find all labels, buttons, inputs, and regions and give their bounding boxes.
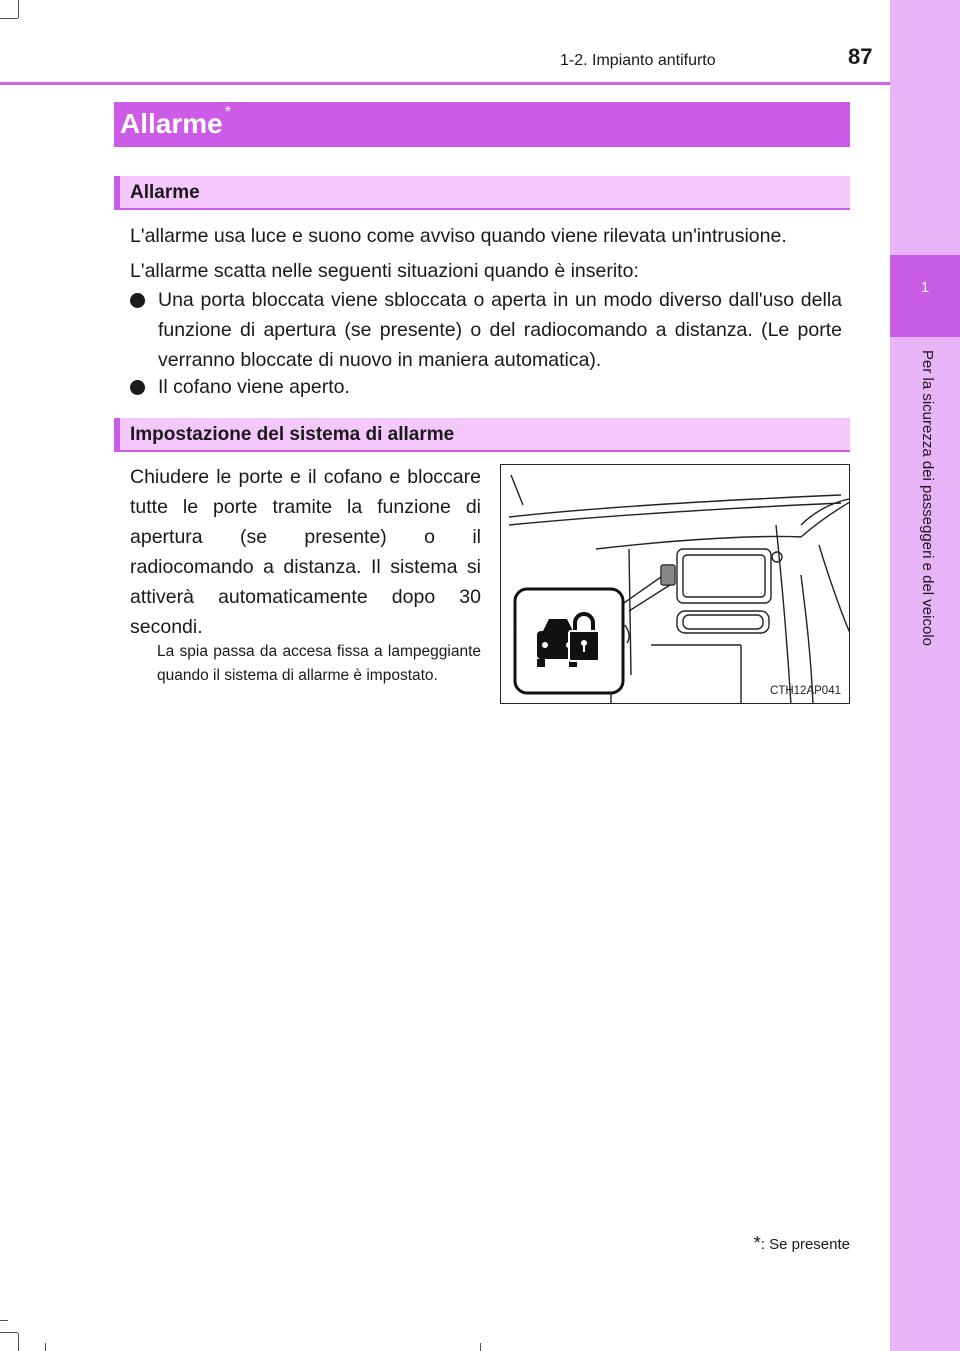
setup-note: La spia passa da accesa fissa a lampeggiante quando il sistema di allarme è impostato. (157, 643, 481, 684)
section-heading-impostazione: Impostazione del sistema di allarme (114, 418, 850, 452)
chapter-number: 1 (920, 279, 930, 296)
crop-mark (480, 1343, 481, 1351)
paragraph: L'allarme scatta nelle seguenti situazioni quando è inserito: (130, 260, 639, 282)
chapter-tab (890, 255, 960, 337)
footnote (740, 1233, 850, 1254)
setup-instructions: Chiudere le porte e il cofano e bloccare tutte le porte tramite la funzione di apertura (se presente) o il radiocomando a distanza. Il sistema si attiverà automaticamente dopo 30 secondi. (130, 466, 481, 638)
running-header: 1-2. Impianto antifurto (560, 52, 716, 69)
dashboard-illustration (500, 464, 850, 704)
page-title (114, 102, 850, 147)
list-item (130, 372, 842, 402)
footnote-marker: * (753, 1233, 761, 1253)
chapter-title: Per la sicurezza dei passeggeri e del veicolo (919, 350, 936, 646)
footnote-text: : Se presente (760, 1236, 850, 1253)
crop-mark (45, 1343, 46, 1351)
list-item (130, 285, 842, 375)
list-item-text: Il cofano viene aperto. (158, 376, 350, 398)
dashboard-drawing (501, 465, 850, 704)
paragraph: L'allarme usa luce e suono come avviso quando viene rilevata un'intrusione. (130, 225, 787, 247)
car-lock-indicator-icon (515, 589, 623, 693)
bullet-icon (130, 293, 145, 308)
crop-mark (0, 18, 18, 19)
page-number: 87 (848, 44, 873, 69)
section-heading-allarme: Allarme (114, 176, 850, 210)
bullet-icon (130, 380, 145, 395)
crop-mark (18, 1333, 19, 1351)
figure-code: CTH12AP041 (770, 685, 841, 697)
crop-mark (0, 1332, 18, 1333)
page-title-text: Allarme (120, 108, 223, 139)
crop-mark (18, 0, 19, 18)
crop-mark (0, 1320, 8, 1321)
asterisk-marker: * (224, 104, 231, 121)
list-item-text: Una porta bloccata viene sbloccata o aperta in un modo diverso dall'uso della funzione di apertura (se presente) o del radiocomando a distanza. (Le porte verranno bloccate di nuovo in maniera automatica). (158, 289, 842, 371)
header-rule (0, 82, 890, 85)
